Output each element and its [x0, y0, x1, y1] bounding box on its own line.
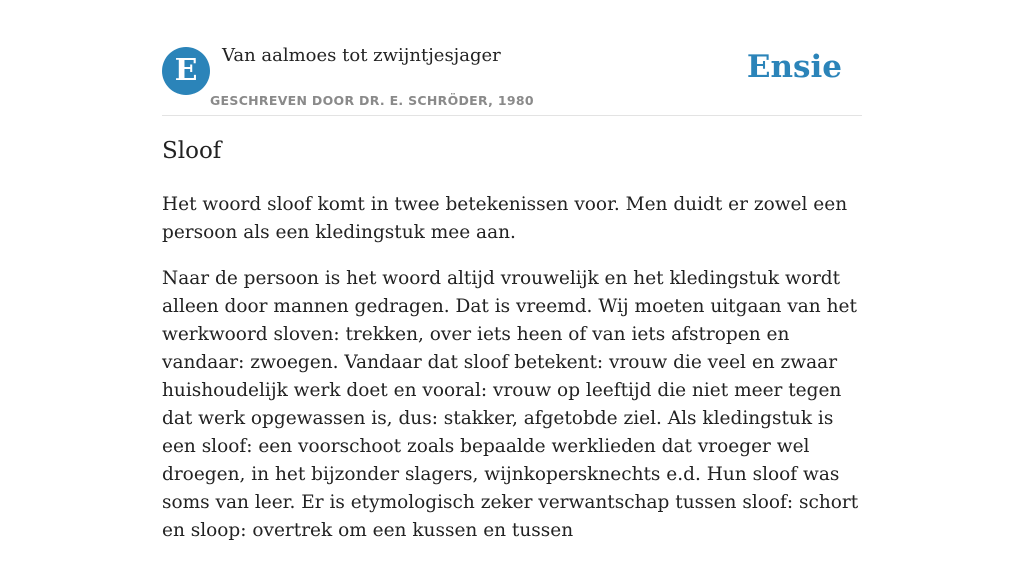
entry-paragraph: Naar de persoon is het woord altijd vrouwelijk en het kledingstuk wordt alleen door mannen gedragen. Dat is vreemd. Wij moeten uitgaan van het werkwoord sloven: trekken, over iets heen of van iets afstropen en vandaar: zwoegen. Vandaar dat sloof betekent: vrouw die veel en zwaar huishoudelijk werk doet en vooral: vrouw op leeftijd die niet meer tegen dat werk opgewassen is, dus: stakker, afgetobde ziel. Als kledingstuk is een sloof: een voorschoot zoals bepaalde werklieden dat vroeger wel droegen, in het bijzonder slagers, wijnkopersknechts e.d. Hun sloof was soms van leer. Er is etymologisch zeker verwantschap tussen sloof: schort en sloop: overtrek om een kussen en tussen — [162, 268, 859, 541]
entry-title: Sloof — [162, 138, 222, 164]
book-title-link[interactable]: Van aalmoes tot zwijntjesjager — [222, 45, 501, 66]
header — [162, 0, 862, 116]
content-container — [162, 0, 862, 541]
entry-body — [162, 191, 872, 563]
entry-paragraph: Het woord sloof komt in twee betekenissen voor. Men duidt er zowel een persoon als een kledingstuk mee aan. — [162, 194, 848, 243]
ensie-logo-icon[interactable]: E — [162, 47, 210, 95]
ensie-brand-link[interactable]: Ensie — [746, 49, 842, 85]
author-byline: GESCHREVEN DOOR DR. E. SCHRÖDER, 1980 — [210, 93, 534, 108]
